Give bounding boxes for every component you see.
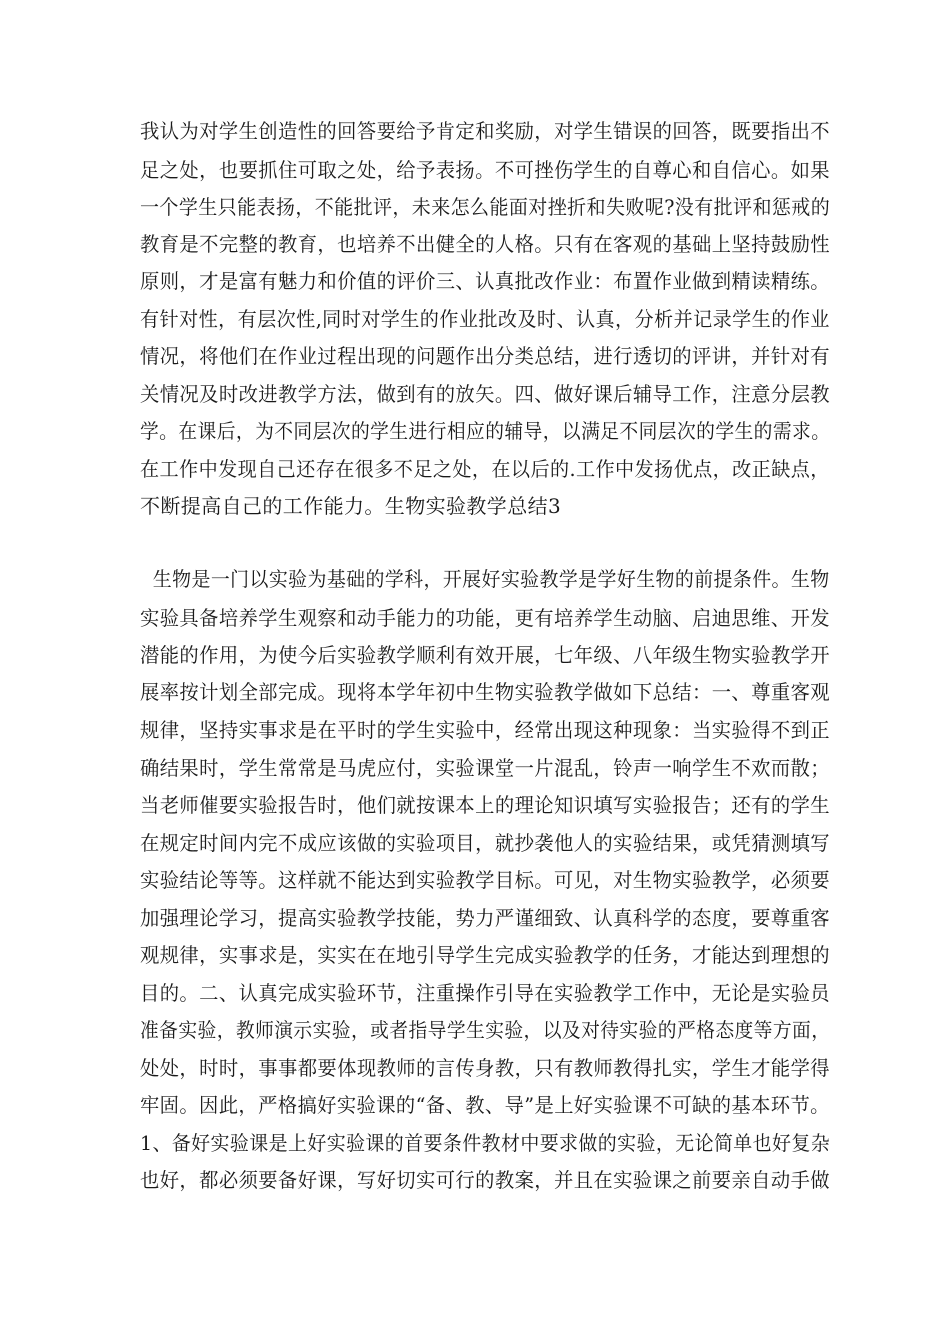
text-line: 足之处，也要抓住可取之处，给予表扬。不可挫伤学生的自尊心和自信心。如果 [140, 158, 830, 182]
text-line: 在工作中发现自己还存在很多不足之处，在以后的.工作中发扬优点，改正缺点， [140, 457, 830, 481]
text-line: 处处，时时，事事都要体现教师的言传身教，只有教师教得扎实，学生才能学得 [140, 1056, 830, 1080]
text-line: 一个学生只能表扬，不能批评，未来怎么能面对挫折和失败呢?没有批评和惩戒的 [140, 195, 831, 219]
text-line: 潜能的作用，为使今后实验教学顺利有效开展，七年级、八年级生物实验教学开 [140, 643, 830, 667]
text-line: 规律，坚持实事求是在平时的学生实验中，经常出现这种现象：当实验得不到正 [140, 718, 830, 742]
text-line: 我认为对学生创造性的回答要给予肯定和奖励，对学生错误的回答，既要指出不 [140, 119, 830, 143]
text-line: 有针对性，有层次性,同时对学生的作业批改及时、认真，分析并记录学生的作业 [140, 307, 830, 331]
text-line: 观规律，实事求是，实实在在地引导学生完成实验教学的任务，才能达到理想的 [140, 943, 830, 967]
text-line: 加强理论学习，提高实验教学技能，势力严谨细致、认真科学的态度，要尊重客 [140, 906, 830, 930]
text-line: 1、备好实验课是上好实验课的首要条件教材中要求做的实验，无论简单也好复杂 [140, 1131, 831, 1155]
text-line: 原则，才是富有魅力和价值的评价三、认真批改作业：布置作业做到精读精练。 [140, 269, 830, 293]
text-line: 学。在课后，为不同层次的学生进行相应的辅导，以满足不同层次的学生的需求。 [140, 419, 831, 443]
text-line: 准备实验，教师演示实验，或者指导学生实验，以及对待实验的严格态度等方面， [140, 1018, 831, 1042]
text-line: 情况，将他们在作业过程出现的问题作出分类总结，进行透切的评讲，并针对有 [140, 344, 830, 368]
text-line: 在规定时间内完不成应该做的实验项目，就抄袭他人的实验结果，或凭猜测填写 [140, 831, 830, 855]
text-line: 教育是不完整的教育，也培养不出健全的人格。只有在客观的基础上坚持鼓励性 [140, 232, 830, 256]
text-line: 生物是一门以实验为基础的学科，开展好实验教学是学好生物的前提条件。生物 [140, 567, 830, 591]
text-line: 实验具备培养学生观察和动手能力的功能，更有培养学生动脑、启迪思维、开发 [140, 606, 830, 630]
text-line: 实验结论等等。这样就不能达到实验教学目标。可见，对生物实验教学，必须要 [140, 868, 830, 892]
text-line: 当老师催要实验报告时，他们就按课本上的理论知识填写实验报告；还有的学生 [140, 793, 830, 817]
text-line: 不断提高自己的工作能力。生物实验教学总结3 [140, 494, 562, 518]
text-line: 展率按计划全部完成。现将本学年初中生物实验教学做如下总结：一、尊重客观 [140, 680, 830, 704]
text-line: 牢固。因此，严格搞好实验课的“备、教、导”是上好实验课不可缺的基本环节。 [140, 1093, 830, 1117]
text-line: 关情况及时改进教学方法，做到有的放矢。四、做好课后辅导工作，注意分层教 [140, 382, 830, 406]
text-line: 目的。二、认真完成实验环节，注重操作引导在实验教学工作中，无论是实验员 [140, 981, 830, 1005]
text-line: 确结果时，学生常常是马虎应付，实验课堂一片混乱，铃声一响学生不欢而散； [140, 756, 830, 780]
text-line: 也好，都必须要备好课，写好切实可行的教案，并且在实验课之前要亲自动手做 [140, 1168, 830, 1192]
